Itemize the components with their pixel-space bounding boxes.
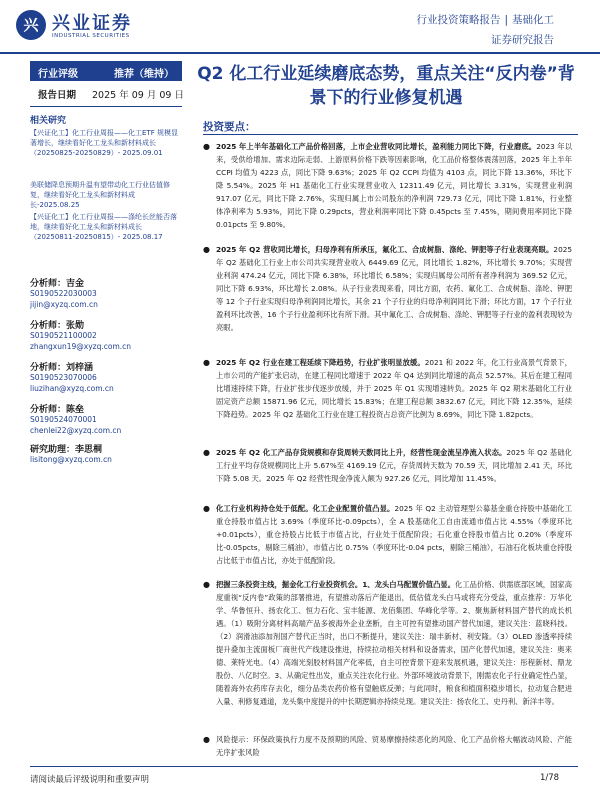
risk-warning-paragraph bbox=[203, 733, 572, 759]
key-point-body: 2025 年 Q2 基础化工行业上市公司共实现营业收入 6449.69 亿元，同比增长 1.82%，环比增长 9.70%；实现营业利润 474.24 亿元，同比下降 6.38%，环比增长 6.58%；实现归属母公司所有者净利润为 369.52 亿元，同比下降 6.93%，环比增长 2.08%。从子行业表现来看，同比方面，农药、氟化工、合成树脂、涤纶、钾肥等 12 个子行业实现归母净利润同比增长，其余 21 个子行业的归母净利润同比下滑；环比方面，17 个子行业盈利环比改善，16 个子行业盈利环比有所下滑。其中氟化工、合成树脂、涤纶、钾肥等子行业的盈利表现较为亮眼。 bbox=[216, 245, 572, 332]
key-point-paragraph bbox=[203, 502, 572, 567]
report-type: 行业投资策略报告 bbox=[416, 14, 501, 26]
key-point-body: 2023 年以来，受供给增加、需求边际走弱、上游原料价格下跌等因素影响，化工品价格整体震荡回落，2025 年上半年 CCPI 均值为 4223 点，同比下降 9.63%；2025 年 Q2 CCPI 均值为 4103 点，同比下降 13.36%，环比下降 5.54%。2025 年 H1 基础化工行业实现营业收入 12311.49 亿元，同比增长 3.31%，实现营业利润 917.07 亿元，同比下降 2.76%，实现归属上市公司股东的净利润 729.73 亿元，同比下降 1.81%，行业整体净利率为 5.93%，同比下降 0.29pcts，营业利润率同比下降 0.45pcts 至 7.45%，期间费用率同比下降 0.01pcts 至 9.80%。 bbox=[216, 142, 572, 229]
header-separator: | bbox=[504, 14, 508, 26]
rating-bar bbox=[30, 61, 182, 81]
analyst-cert: S0190524070001 bbox=[30, 415, 97, 424]
key-point-paragraph bbox=[203, 578, 572, 708]
sidebar-divider bbox=[30, 106, 182, 107]
logo-mark-icon: 兴 bbox=[16, 10, 46, 40]
key-point-lead: 2025 年 Q2 营收同比增长，归母净利有所承压，氟化工、合成树脂、涤纶、钾肥等子行业表现亮眼。 bbox=[216, 245, 554, 254]
related-item[interactable]: 【兴证化工】化工行业周报——涤纶长丝能否落地，继续看好化工龙头和新材料成长（20250811-20250815）- 2025.08.17 bbox=[30, 213, 177, 241]
bullet-icon: ● bbox=[203, 448, 210, 457]
risk-warning-text: 风险提示：环保政策执行力度不及预期的风险、贸易摩擦持续恶化的风险、化工产品价格大幅波动风险、产能无序扩张风险 bbox=[216, 735, 572, 757]
rating-label: 行业评级 bbox=[38, 69, 78, 80]
logo-text-en: INDUSTRIAL SECURITIES bbox=[52, 33, 130, 39]
footer-divider bbox=[30, 766, 578, 767]
analyst-name: 分析师：张勋 bbox=[30, 321, 85, 331]
bullet-icon: ● bbox=[203, 245, 210, 254]
report-category bbox=[416, 12, 554, 27]
key-point-paragraph bbox=[203, 446, 572, 485]
analyst-cert: S0190521100002 bbox=[30, 331, 97, 340]
key-point-lead: 2025 年上半年基础化工产品价格回落，上市企业营收同比增长，盈利能力同比下降，行业磨底。 bbox=[216, 142, 537, 151]
analyst-name: 分析师：吉金 bbox=[30, 279, 85, 289]
analyst-cert: S0190522030003 bbox=[30, 289, 97, 298]
bullet-icon: ● bbox=[203, 735, 210, 744]
key-point-body: 2025 年 Q2 基础化工行业平均存货规模同比上升 5.67%至 4169.19 亿元，存货周转天数为 70.59 天，同比增加 2.41 天，环比下降 5.08 天。2025 年 Q2 经营性现金净流入额为 927.26 亿元，同比增加 11.45%。 bbox=[216, 448, 572, 483]
header-divider bbox=[0, 52, 600, 54]
key-point-body: 2021 和 2022 年，化工行业高景气背景下，上市公司的产能扩张启动，在建工程同比增速于 2022 年 Q4 达到同比增速的高点 52.57%。其后在建工程同比增速持续下降，行业扩张步伐逐步放缓，并于 2025 年 Q1 实现增速转负。2025 年 Q2 期末基础化工行业固定资产总额 15871.96 亿元，同比增长 15.83%；在建工程总额 3832.67 亿元，同比下降 12.35%，延续下降趋势。2025 年 Q2 基础化工行业在建工程投资占总资产比例为 8.69%，同比下降 1.82pcts。 bbox=[216, 358, 572, 419]
key-point-lead: 化工行业机构持仓处于低配。化工企业配置价值凸显。 bbox=[216, 504, 395, 513]
research-assistant-name: 研究助理：李思桐 bbox=[30, 445, 103, 455]
footer-disclaimer[interactable]: 请阅读最后评级说明和重要声明 bbox=[30, 775, 150, 785]
company-logo bbox=[16, 8, 206, 44]
date-label: 报告日期 bbox=[38, 90, 77, 101]
analyst-email[interactable]: zhangxun19@xyzq.com.cn bbox=[30, 342, 132, 351]
logo-text-cn: 兴业证券 bbox=[52, 13, 132, 34]
analyst-cert: S0190523070006 bbox=[30, 373, 97, 382]
bullet-icon: ● bbox=[203, 142, 210, 151]
analyst-name: 分析师：陈垒 bbox=[30, 405, 85, 415]
key-point-paragraph bbox=[203, 243, 572, 334]
related-item[interactable]: 美联储降息预期升温有望带动化工行业估值修复，继续看好化工龙头和新材料成长-2025.08.25 bbox=[30, 181, 170, 209]
report-series: 证券研究报告 bbox=[491, 34, 554, 46]
analyst-email[interactable]: liuzihan@xyzq.com.cn bbox=[30, 384, 114, 393]
date-value: 2025 年 09 月 09 日 bbox=[92, 90, 184, 101]
bullet-icon: ● bbox=[203, 358, 210, 367]
analyst-name: 分析师：刘梓涵 bbox=[30, 363, 94, 373]
key-point-body: 化工品价格、供需底部区域，国家高度重视“反内卷”政策的部署推进，有望推动落后产能退出，低估值龙头白马或将充分受益，重点推荐：万华化学、华鲁恒升、扬农化工、恒力石化、宝丰能源、龙佰集团、华峰化学等。2、聚焦新材料国产替代的成长机遇。（1）吸附分离材料高端产品多被海外企业垄断，自主可控有望推动国产替代加速，建议关注：蓝晓科技。（2）润滑油添加剂国产替代正当时，出口不断提升，建议关注：瑞丰新材、利安隆。（3）OLED 渗透率持续提升叠加主流面板厂商世代产线建设推进，持续拉动相关材料和设备需求，国产化替代加速，建议关注：奥来德、莱特光电。（4）高端光刻胶材料国产化率低，自主可控背景下迎来发展机遇，建议关注：彤程新材、鼎龙股份、八亿时空。3、从确定性出发，重点关注农化行业。外部环境波动背景下，刚需农化子行业确定性凸显，随着海外农药库存去化，细分品类农药价格有望触底反弹；与此同时，粮食和植面积稳步增长，拉动复合肥进入量、利修复通道，龙头集中度提升的中长期逻辑亦持续兑现。建议关注：扬农化工、史丹利、新洋丰等。 bbox=[216, 580, 573, 706]
bullet-icon: ● bbox=[203, 580, 210, 589]
rating-value: 推荐（维持） bbox=[114, 69, 174, 80]
report-sector: 基础化工 bbox=[512, 14, 554, 26]
key-point-lead: 2025 年 Q2 行业在建工程延续下降趋势，行业扩张明显放缓。 bbox=[216, 358, 425, 367]
key-points-divider bbox=[203, 134, 578, 135]
key-point-lead: 2025 年 Q2 化工产品存货规模和存货周转天数同比上升，经营性现金流呈净流入状态。 bbox=[216, 448, 507, 457]
related-item[interactable]: 【兴证化工】化工行业周报——化工ETF 规模显著增长，继续看好化工龙头和新材料成长（20250825-20250829）- 2025.09.01 bbox=[30, 129, 178, 157]
key-point-lead: 把握三条投资主线，掘金化工行业投资机会。1、龙头白马配置价值凸显。 bbox=[216, 580, 456, 589]
analyst-email[interactable]: chenlei22@xyzq.com.cn bbox=[30, 426, 122, 435]
bullet-icon: ● bbox=[203, 504, 210, 513]
page-number: 1/78 bbox=[540, 773, 560, 783]
key-point-paragraph bbox=[203, 356, 572, 421]
research-assistant-email[interactable]: lisitong@xyzq.com.cn bbox=[30, 455, 112, 464]
related-research-title: 相关研究 bbox=[30, 116, 67, 126]
key-points-title: 投资要点： bbox=[203, 121, 256, 133]
analyst-email[interactable]: jijin@xyzq.com.cn bbox=[30, 300, 98, 309]
key-point-paragraph bbox=[203, 140, 572, 231]
key-point-body: 2025 年 Q2 主动管理型公募基金重仓持股中基础化工重仓持股市值占比 3.69%（季度环比-0.09pcts），全 A 股基础化工自由流通市值占比 4.55%（季度环比+0.01pcts），重仓持股占比低于市值占比，行业处于低配阶段；石化重仓持股市值占比 0.20%（季度环比-0.05pcts，剔除三桶油），市值占比 0.75%（季度环比-0.04 pcts，剔除三桶油），石油石化板块重仓持股占比低于市值占比，亦处于低配阶段。 bbox=[216, 504, 572, 565]
report-title: Q2 化工行业延续磨底态势，重点关注“反内卷”背景下的行业修复机遇 bbox=[197, 64, 575, 108]
